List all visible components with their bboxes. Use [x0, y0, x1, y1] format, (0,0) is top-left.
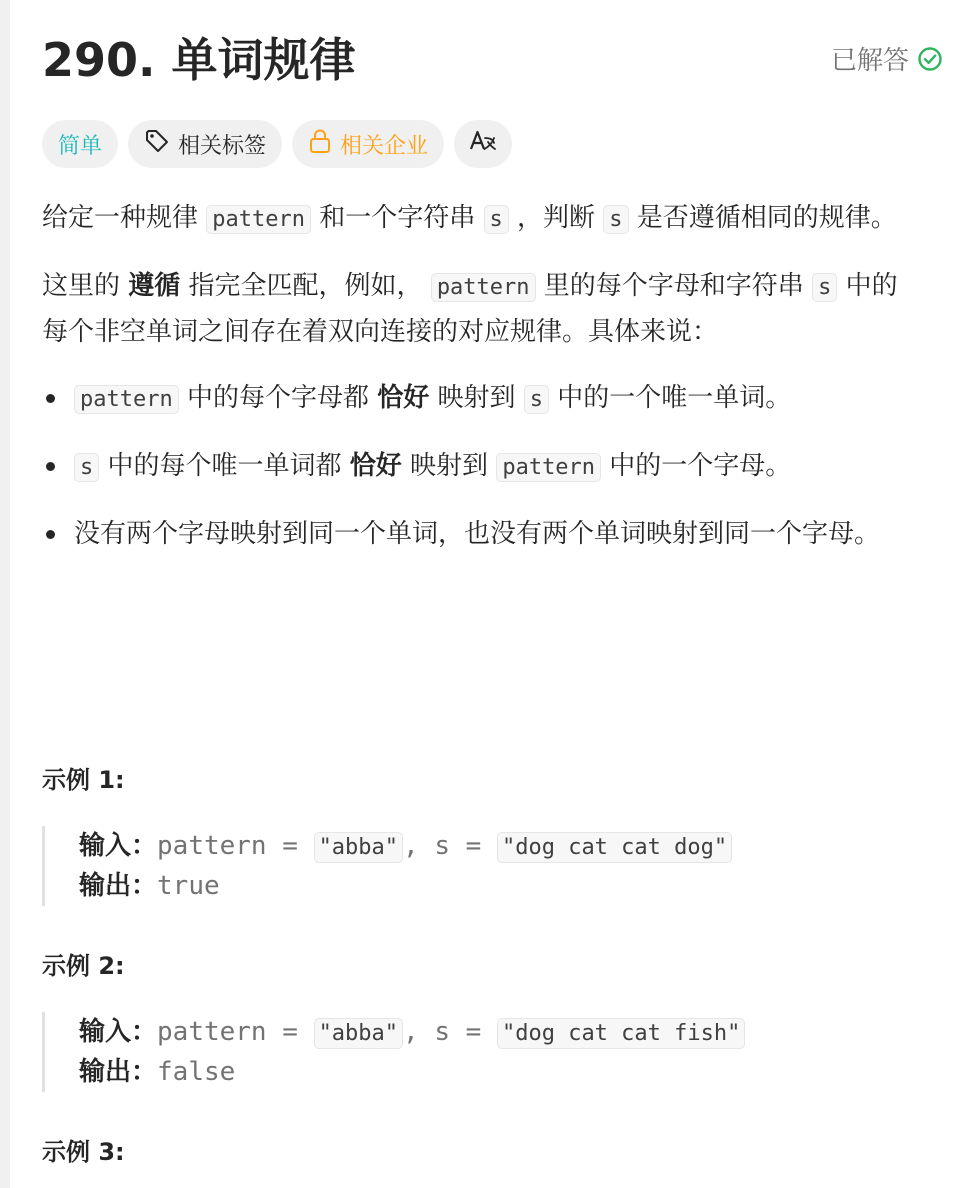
inline-code: s: [484, 205, 509, 234]
related-companies-label: 相关企业: [340, 133, 429, 159]
text: pattern =: [157, 831, 314, 861]
solved-status: [831, 40, 943, 77]
tag-icon: [144, 128, 170, 160]
translate-icon: [468, 128, 498, 160]
output-value: true: [157, 871, 220, 901]
text: 指完全匹配，例如，: [180, 271, 431, 301]
output-label: 输出：: [79, 871, 158, 901]
text: 中的每个非空单词之间存在着双向连接的对应规律。具体来说：: [42, 271, 898, 347]
list-item: [42, 512, 922, 556]
inline-code: "abba": [314, 1018, 403, 1049]
input-label: 输入：: [79, 1017, 158, 1047]
inline-code: pattern: [496, 453, 601, 482]
related-tags-label: 相关标签: [178, 133, 267, 159]
difficulty-badge[interactable]: [42, 120, 118, 168]
text: , s =: [403, 831, 497, 861]
text: 是否遵循相同的规律。: [628, 203, 897, 233]
inline-code: pattern: [74, 385, 179, 414]
inline-code: pattern: [206, 205, 311, 234]
text: 这里的: [42, 271, 129, 301]
text: ，判断: [508, 203, 604, 233]
text: 映射到: [429, 383, 524, 413]
example-output-line: [79, 866, 922, 906]
bold-text: 恰好: [377, 383, 430, 413]
text: pattern =: [157, 1017, 314, 1047]
related-companies-button[interactable]: [292, 120, 444, 168]
rules-list: [42, 376, 922, 556]
example-1-block: [42, 826, 922, 906]
inline-code: s: [603, 205, 628, 234]
example-input-line: [79, 1012, 922, 1052]
inline-code: pattern: [431, 273, 536, 302]
text: 中的一个唯一单词。: [549, 383, 792, 413]
output-value: false: [157, 1057, 236, 1087]
tag-row: [42, 120, 512, 168]
left-panel-edge: [0, 0, 10, 1188]
bold-text: 遵循: [128, 271, 181, 301]
description-paragraph: [42, 264, 922, 354]
text: 映射到: [401, 451, 497, 481]
inline-code: "dog cat cat dog": [497, 832, 732, 863]
list-item: [42, 444, 922, 490]
solved-label: 已解答: [830, 46, 909, 76]
problem-title[interactable]: 290. 单词规律: [42, 33, 356, 87]
bold-text: 恰好: [349, 451, 402, 481]
example-output-line: [79, 1052, 922, 1092]
text: 给定一种规律: [42, 203, 207, 233]
translate-button[interactable]: [454, 120, 512, 168]
output-label: 输出：: [79, 1057, 158, 1087]
example-1-title: 示例 1:: [42, 766, 125, 794]
text: 中的一个字母。: [601, 451, 792, 481]
title-row: [42, 30, 947, 90]
text: 和一个字符串: [310, 203, 484, 233]
example-2-block: [42, 1012, 922, 1092]
check-circle-icon: [917, 46, 943, 72]
inline-code: s: [812, 273, 837, 302]
list-item: [42, 376, 922, 422]
inline-code: s: [74, 453, 99, 482]
difficulty-label: 简单: [58, 133, 103, 159]
inline-code: "abba": [314, 832, 403, 863]
description-paragraph: [42, 196, 922, 242]
example-input-line: [79, 826, 922, 866]
input-label: 输入：: [79, 831, 158, 861]
inline-code: "dog cat cat fish": [497, 1018, 745, 1049]
related-tags-button[interactable]: [128, 120, 282, 168]
example-3-title: 示例 3:: [42, 1138, 125, 1166]
text: 中的每个字母都: [178, 383, 378, 413]
inline-code: s: [524, 385, 549, 414]
lock-icon: [308, 128, 332, 160]
text: , s =: [403, 1017, 497, 1047]
text: 中的每个唯一单词都: [99, 451, 350, 481]
text: 里的每个字母和字符串: [535, 271, 813, 301]
text: 没有两个字母映射到同一个单词，也没有两个单词映射到同一个字母。: [74, 519, 881, 549]
example-2-title: 示例 2:: [42, 952, 125, 980]
description-body: [42, 196, 922, 578]
